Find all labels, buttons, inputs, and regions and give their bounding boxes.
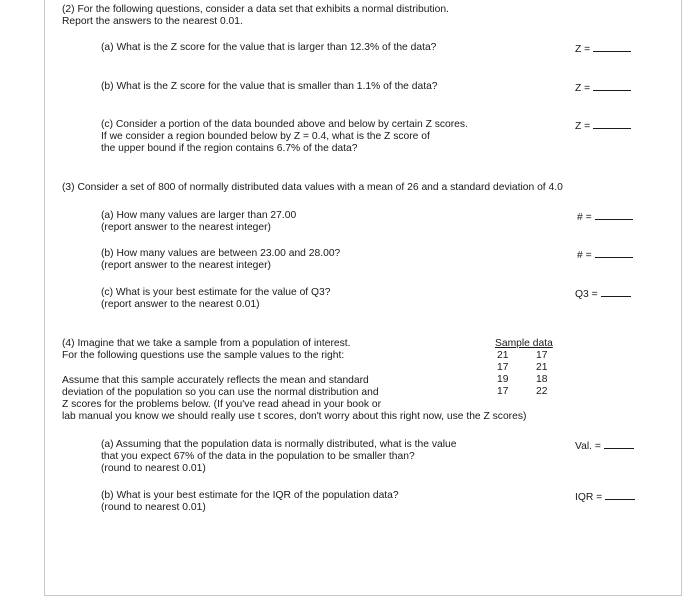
section4-answer-a	[575, 439, 634, 452]
section2-question-b: (b) What is the Z score for the value that is smaller than 1.1% of the data?	[101, 81, 438, 92]
sample-value: 18	[536, 374, 548, 385]
section4-question-b-line1: (b) What is your best estimate for the IQR of the population data?	[101, 490, 399, 501]
answer-c-blank[interactable]	[593, 119, 631, 129]
sample-data-row	[497, 386, 557, 397]
section4-assume-line2: deviation of the population so you can use the normal distribution and	[62, 387, 379, 398]
val-label: Val. =	[575, 441, 601, 452]
sample-value: 17	[497, 362, 509, 373]
sample-data-row	[497, 374, 557, 385]
section4-question-a-line1: (a) Assuming that the population data is normally distributed, what is the value	[101, 439, 457, 450]
section2-question-c-line2: If we consider a region bounded below by Z = 0.4, what is the Z score of	[101, 131, 430, 142]
answer-a-blank[interactable]	[593, 42, 631, 52]
section4-assume-line3: Z scores for the problems below. (If you've read ahead in your book or	[62, 399, 382, 410]
section2-answer-a	[575, 42, 631, 55]
answer-b-blank[interactable]	[593, 81, 631, 91]
section3-question-b-line2: (report answer to the nearest integer)	[101, 260, 271, 271]
sample-value: 21	[497, 350, 509, 361]
section4-assume-line1: Assume that this sample accurately reflects the mean and standard	[62, 375, 369, 386]
answer-label: Z =	[575, 121, 591, 132]
answer-label: Z =	[575, 83, 591, 94]
count-b-blank[interactable]	[595, 248, 633, 258]
sample-value: 17	[497, 386, 509, 397]
section4-question-b-line2: (round to nearest 0.01)	[101, 502, 206, 513]
sample-data-row	[497, 362, 557, 373]
section2-answer-b	[575, 81, 631, 94]
sample-value: 17	[536, 350, 548, 361]
q3-blank[interactable]	[601, 287, 631, 297]
section2-intro-line1: (2) For the following questions, consider a data set that exhibits a normal distribution.	[62, 4, 449, 15]
section3-question-b-line1: (b) How many values are between 23.00 and 28.00?	[101, 248, 341, 259]
section3-answer-a	[577, 210, 633, 223]
section4-answer-b	[575, 490, 635, 503]
section2-question-a: (a) What is the Z score for the value that is larger than 12.3% of the data?	[101, 42, 437, 53]
answer-label: Z =	[575, 44, 591, 55]
section2-intro-line2: Report the answers to the nearest 0.01.	[62, 16, 243, 27]
val-blank[interactable]	[604, 439, 634, 449]
sample-value: 19	[497, 374, 509, 385]
section3-question-a-line1: (a) How many values are larger than 27.00	[101, 210, 297, 221]
section2-answer-c	[575, 119, 631, 132]
sample-data-title: Sample data	[495, 338, 553, 349]
section3-question-c-line2: (report answer to the nearest 0.01)	[101, 299, 260, 310]
sample-value: 21	[536, 362, 548, 373]
section3-intro: (3) Consider a set of 800 of normally distributed data values with a mean of 26 and a standard deviation of 4.0	[62, 182, 563, 193]
sample-value: 22	[536, 386, 548, 397]
section4-assume-line4: lab manual you know we should really use t scores, don't worry about this right now, use the Z scores)	[62, 411, 527, 422]
count-label: # =	[577, 250, 592, 261]
section2-question-c-line1: (c) Consider a portion of the data bounded above and below by certain Z scores.	[101, 119, 468, 130]
q3-label: Q3 =	[575, 289, 598, 300]
count-a-blank[interactable]	[595, 210, 633, 220]
sample-data-row	[497, 350, 557, 361]
section3-question-c-line1: (c) What is your best estimate for the value of Q3?	[101, 287, 331, 298]
iqr-label: IQR =	[575, 492, 603, 503]
section3-answer-b	[577, 248, 633, 261]
section4-question-a-line3: (round to nearest 0.01)	[101, 463, 206, 474]
section3-answer-c	[575, 287, 631, 300]
section4-question-a-line2: that you expect 67% of the data in the population to be smaller than?	[101, 451, 415, 462]
section3-question-a-line2: (report answer to the nearest integer)	[101, 222, 271, 233]
iqr-blank[interactable]	[605, 490, 635, 500]
section2-question-c-line3: the upper bound if the region contains 6.7% of the data?	[101, 143, 358, 154]
section4-intro-line1: (4) Imagine that we take a sample from a population of interest.	[62, 338, 351, 349]
section4-intro-line2: For the following questions use the sample values to the right:	[62, 350, 345, 361]
count-label: # =	[577, 212, 592, 223]
